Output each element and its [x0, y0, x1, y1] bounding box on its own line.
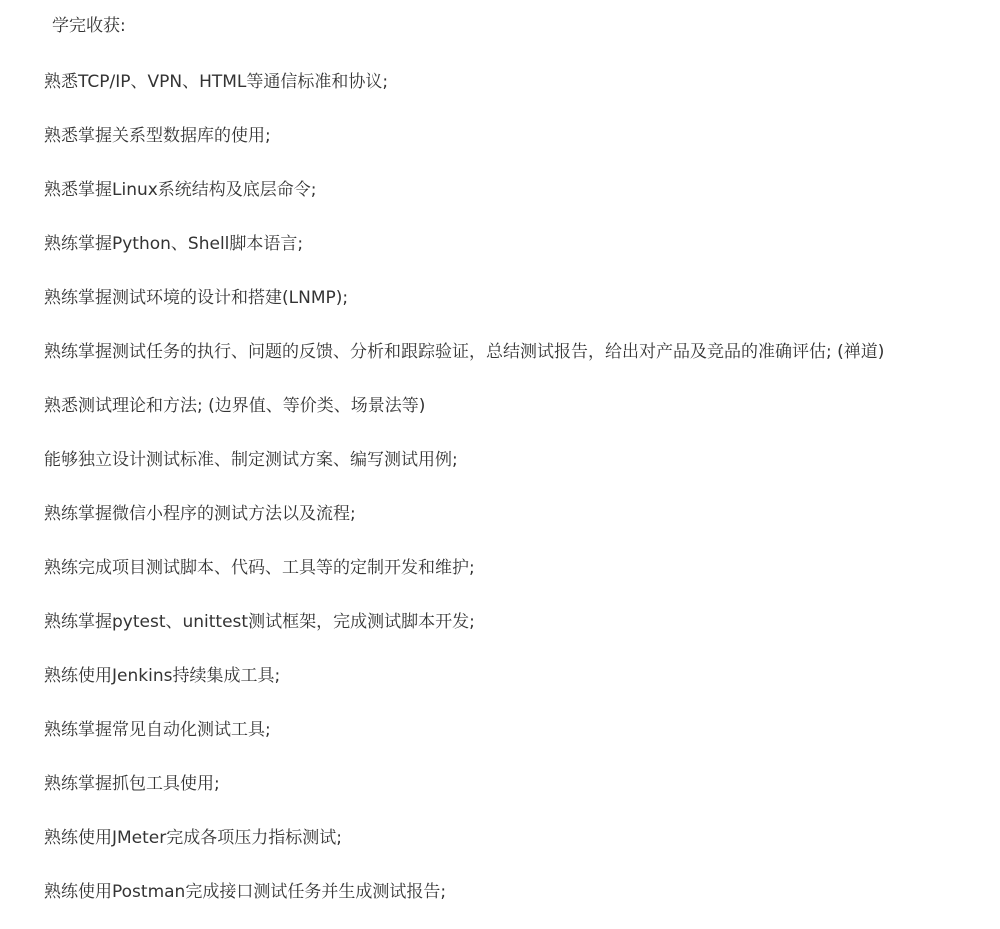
list-item: 熟练掌握Python、Shell脚本语言;	[44, 234, 304, 254]
list-item: 熟悉掌握Linux系统结构及底层命令;	[44, 180, 317, 200]
list-item: 熟练完成项目测试脚本、代码、工具等的定制开发和维护;	[44, 558, 475, 578]
list-item: 熟练使用Postman完成接口测试任务并生成测试报告;	[44, 882, 447, 902]
list-item: 能够独立设计测试标准、制定测试方案、编写测试用例;	[44, 450, 458, 470]
list-item: 熟练掌握测试任务的执行、问题的反馈、分析和跟踪验证，总结测试报告，给出对产品及竞品的准确评估; (禅道)	[44, 342, 885, 362]
list-item: 熟练掌握常见自动化测试工具;	[44, 720, 271, 740]
list-item: 熟练掌握抓包工具使用;	[44, 774, 220, 794]
list-item: 熟悉掌握关系型数据库的使用;	[44, 126, 271, 146]
list-item: 熟练使用JMeter完成各项压力指标测试;	[44, 828, 342, 848]
list-item: 熟练使用Jenkins持续集成工具;	[44, 666, 281, 686]
list-item: 熟悉TCP/IP、VPN、HTML等通信标准和协议;	[44, 72, 389, 92]
list-item: 熟练掌握测试环境的设计和搭建(LNMP);	[44, 288, 349, 308]
section-heading: 学完收获:	[52, 16, 126, 36]
list-item: 熟练掌握微信小程序的测试方法以及流程;	[44, 504, 356, 524]
list-item: 熟练掌握pytest、unittest测试框架，完成测试脚本开发;	[44, 612, 475, 632]
skills-list	[44, 68, 884, 929]
list-item: 熟悉测试理论和方法; (边界值、等价类、场景法等)	[44, 396, 426, 416]
